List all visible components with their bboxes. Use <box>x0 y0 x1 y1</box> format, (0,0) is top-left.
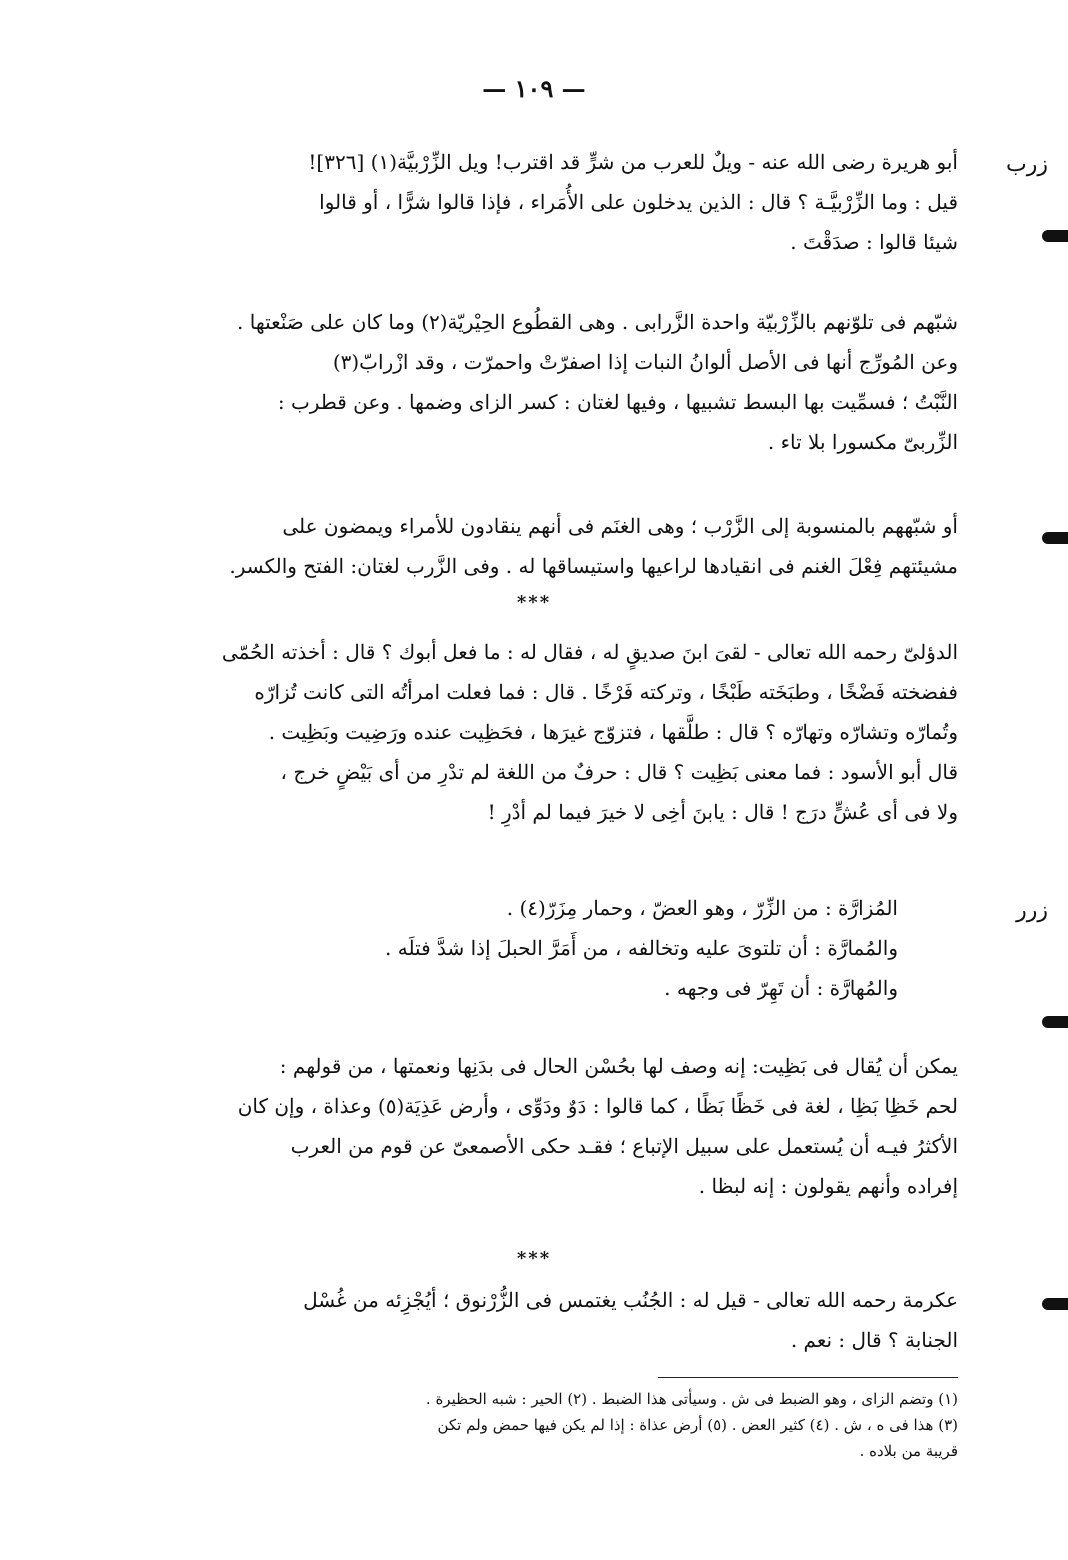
text-line: عكرمة رحمه الله تعالى - قيل له : الجُنُب يغتمس فى الزُّرْنوق ؛ أيُجْزِئه من غُسْل <box>303 1288 958 1312</box>
text-line: وتُمارّه وتشارّه وتهارّه ؟ قال : طلَّقها ، فتزوّج غيرَها ، فحَظِيت عنده ورَضِيت وبَظِيت . <box>268 720 958 744</box>
footnote-line: قريبة من بلاده . <box>859 1442 958 1460</box>
text-line: أبو هريرة رضى الله عنه - ويلٌ للعرب من شرٍّ قد اقترب! ويل الزِّرْبيَّة(١) [٣٢٦]! <box>308 150 958 174</box>
footnotes <box>138 1386 958 1464</box>
text-line: النَّبْتُ ؛ فسمِّيت بها البسط تشبيها ، وفيها لغتان : كسر الزاى وضمها . وعن قطرب : <box>277 390 958 414</box>
text-line: ففضخته فَضْخًا ، وطبَخَته طَبْخًا ، وتركته فَرْخًا . قال : فما فعلت امرأتُه التى كانت تُزارّه <box>254 680 958 704</box>
text-line: قال أبو الأسود : فما معنى بَظِيت ؟ قال : حرفٌ من اللغة لم تدْرِ من أى بَيْضٍ خرج ، <box>280 760 958 784</box>
text-line: أو شبّههم بالمنسوبة إلى الزَّرْب ؛ وهى الغنَم فى أنهم ينقادون للأمراء ويمضون على <box>282 514 958 538</box>
paragraph-zarb-sheep <box>198 506 958 586</box>
paragraph-ikrima <box>198 1280 958 1360</box>
footnote-line: (٣) هذا فى ه ، ش . (٤) كثير العض . (٥) أرض عذاة : إذا لم يكن فيها حمض ولم تكن <box>437 1416 958 1434</box>
text-line: الجنابة ؟ قال : نعم . <box>790 1328 958 1352</box>
text-line: الأكثرُ فيـه أن يُستعمل على سبيل الإتباع ؛ فقـد حكى الأصمعىّ عن قوم من العرب <box>290 1134 958 1158</box>
footnote-divider <box>658 1377 958 1378</box>
text-line: مشيئتهم فِعْلَ الغنم فى انقيادها لراعيها واستيساقها له . وفى الزَّرب لغتان: الفتح والكسر. <box>229 554 958 578</box>
text-line: ولا فى أى عُشٍّ درَج ! قال : يابنَ أخِى لا خيرَ فيما لم أدْرِ ! <box>487 800 958 824</box>
footnote-line: (١) وتضم الزاى ، وهو الضبط فى ش . وسيأتى هذا الضبط . (٢) الحير : شبه الحظيرة . <box>425 1390 958 1408</box>
separator-stars: *** <box>516 592 552 613</box>
text-line: والمُهارَّة : أن تَهِرّ فى وجهه . <box>664 976 898 1000</box>
text-line: الدؤلىّ رحمه الله تعالى - لقىَ ابنَ صديقٍ له ، فقال له : ما فعل أبوك ؟ قال : أخذته الحُمّى <box>221 640 958 664</box>
paragraph-definitions <box>198 888 898 1008</box>
separator-stars: *** <box>516 1248 552 1269</box>
page-number: — ١٠٩ — <box>482 74 586 103</box>
text-line: شيئا قالوا : صدَقْتَ . <box>790 230 958 254</box>
paragraph-duali <box>198 632 958 832</box>
text-line: إفراده وأنهم يقولون : إنه لبظا . <box>698 1174 958 1198</box>
paragraph-explanation-zarabi <box>198 302 958 462</box>
text-line: المُزارَّة : من الزِّرّ ، وهو العضّ ، وحمار مِزَرّ(٤) . <box>506 896 898 920</box>
text-line: يمكن أن يُقال فى بَظِيت: إنه وصف لها بحُسْن الحال فى بدَنِها ونعمتها ، من قولهم : <box>279 1054 958 1078</box>
text-line: والمُمارَّة : أن تلتوىَ عليه وتخالفه ، من أَمَرَّ الحبلَ إذا شدَّ فتلَه . <box>385 936 898 960</box>
scan-edge-mark <box>1042 230 1068 242</box>
scan-edge-mark <box>1042 1298 1068 1310</box>
text-line: وعن المُورِّج أنها فى الأصل ألوانُ النبات إذا اصفرّتْ واحمرّت ، وقد ازْرابّ(٣) <box>332 350 958 374</box>
text-line: شبّهم فى تلوّنهم بالزِّرْبيّة واحدة الزَّرابى . وهى القطُوع الحِيْريّة(٢) وما كان على صَنْعتها . <box>237 310 958 334</box>
text-line: لحم خَظِا بَظِا ، لغة فى خَظًا بَظًا ، كما قالوا : دَوٌ ودَوِّى ، وأرض عَذِيَة(٥) وعذاة ، وإن كان <box>237 1094 958 1118</box>
margin-root-zrr: زرر <box>1016 898 1048 923</box>
scan-edge-mark <box>1042 532 1068 544</box>
text-line: قيل : وما الزِّرْبيَّـة ؟ قال : الذين يدخلون على الأُمَراء ، فإذا قالوا شرًّا ، أو قالوا <box>319 190 958 214</box>
paragraph-abu-hurayra <box>198 142 958 262</box>
scan-edge-mark <box>1042 1016 1068 1028</box>
margin-root-zrb: زرب <box>1006 152 1048 177</box>
text-line: الزِّربىّ مكسورا بلا تاء . <box>767 430 958 454</box>
paragraph-baziyat <box>198 1046 958 1206</box>
